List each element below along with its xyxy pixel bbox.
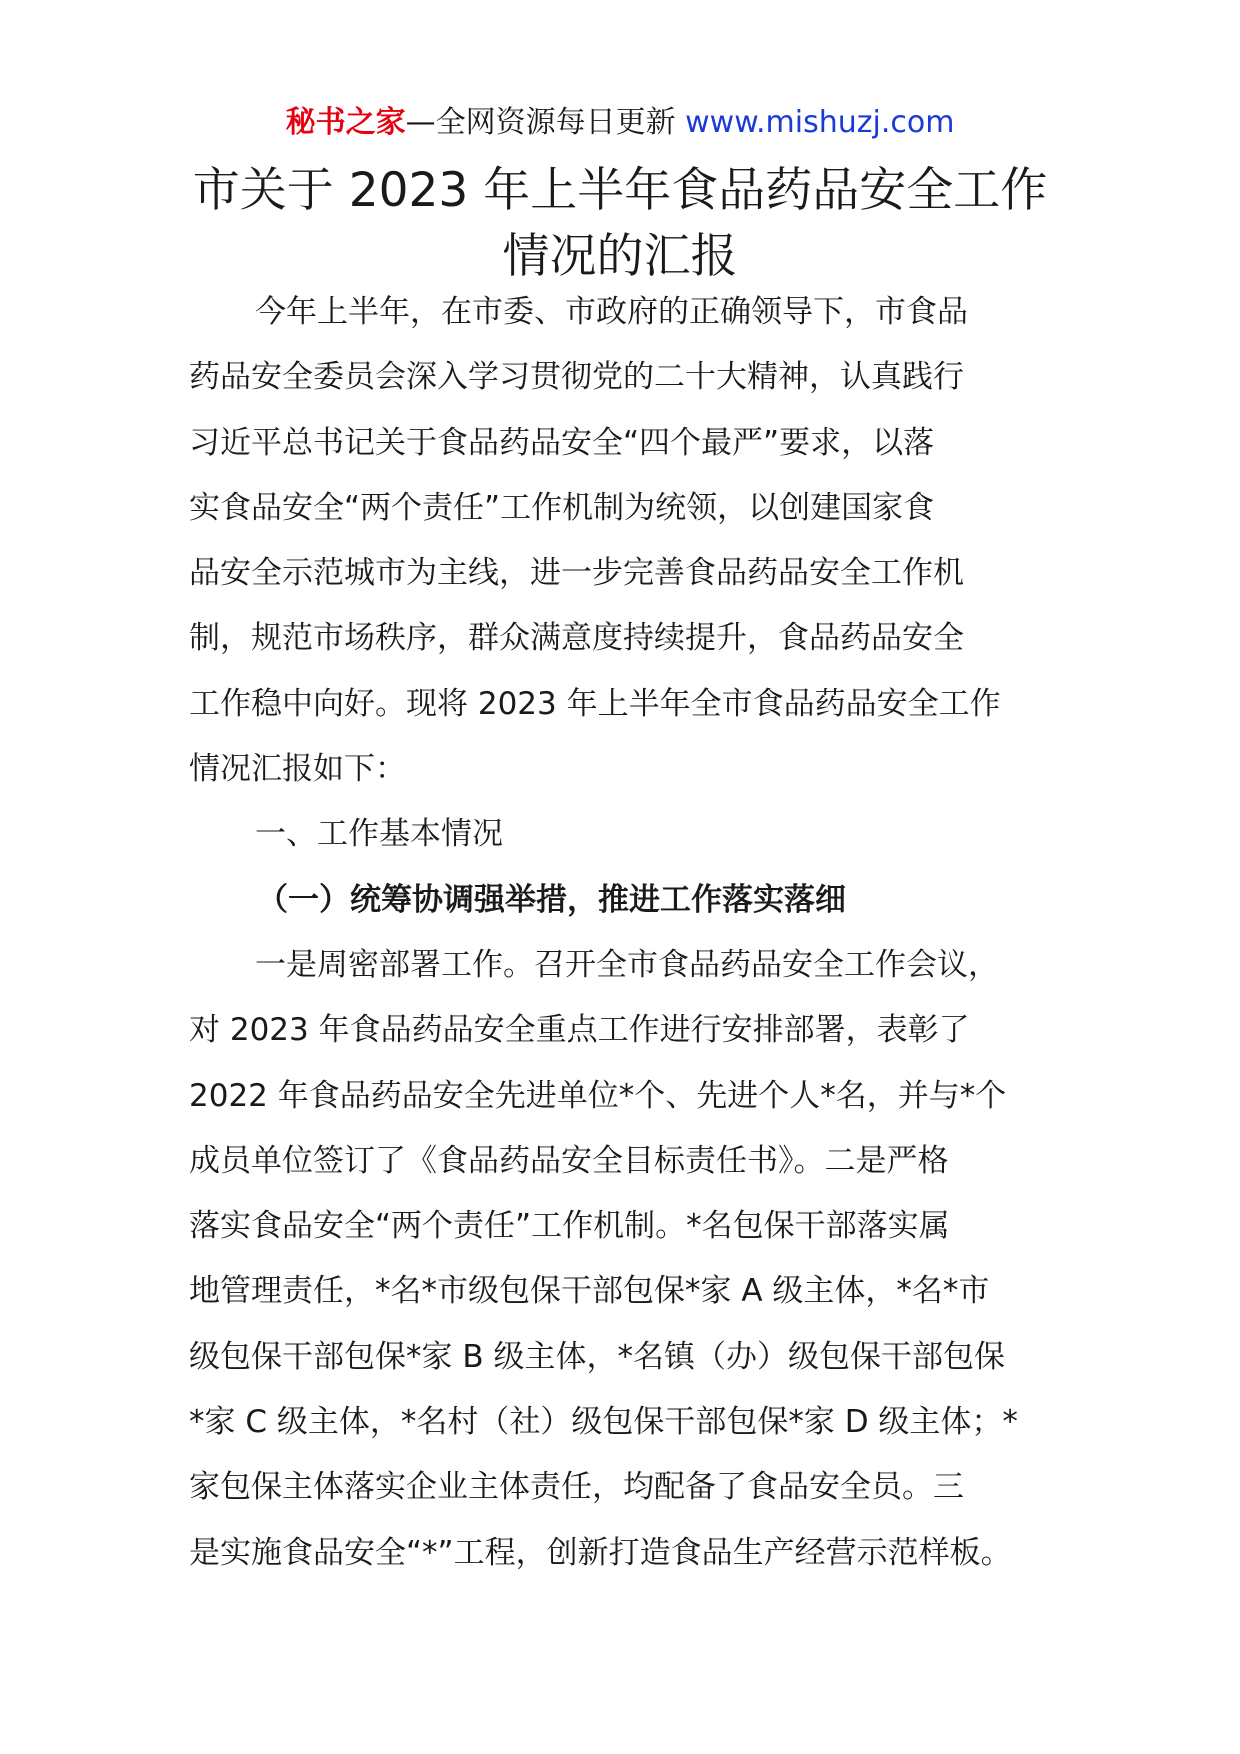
site-name: 秘书之家 bbox=[285, 105, 406, 140]
paragraph-line: 一是周密部署工作。召开全市食品药品安全工作会议， bbox=[255, 946, 999, 983]
paragraph-line: 工作稳中向好。现将 2023 年上半年全市食品药品安全工作 bbox=[189, 685, 1001, 722]
section-heading: 一、工作基本情况 bbox=[255, 816, 503, 853]
document-title bbox=[0, 158, 1240, 290]
title-line-2: 情况的汇报 bbox=[502, 229, 738, 284]
paragraph-line: 实食品安全“两个责任”工作机制为统领，以创建国家食 bbox=[189, 489, 935, 526]
document-body bbox=[189, 290, 1079, 1596]
site-tagline: —全网资源每日更新 bbox=[405, 105, 676, 140]
subsection-heading: （一）统筹协调强举措，推进工作落实落细 bbox=[257, 881, 846, 918]
paragraph-line: 情况汇报如下： bbox=[189, 751, 406, 788]
paragraph-line: 成员单位签订了《食品药品安全目标责任书》。二是严格 bbox=[189, 1142, 949, 1179]
paragraph-line: 对 2023 年食品药品安全重点工作进行安排部署，表彰了 bbox=[189, 1012, 970, 1049]
paragraph-line: 习近平总书记关于食品药品安全“四个最严”要求，以落 bbox=[189, 424, 935, 461]
title-line-1: 市关于 2023 年上半年食品药品安全工作 bbox=[192, 163, 1048, 218]
paragraph-line: 2022 年食品药品安全先进单位*个、先进个人*名，并与*个 bbox=[189, 1077, 1007, 1114]
paragraph-line: 落实食品安全“两个责任”工作机制。*名包保干部落实属 bbox=[189, 1208, 950, 1245]
paragraph-line: 今年上半年，在市委、市政府的正确领导下，市食品 bbox=[255, 294, 968, 330]
paragraph-line: 药品安全委员会深入学习贯彻党的二十大精神，认真践行 bbox=[189, 359, 964, 396]
paragraph-line: 制，规范市场秩序，群众满意度持续提升，食品药品安全 bbox=[189, 620, 964, 657]
site-url-link[interactable]: www.mishuzj.com bbox=[685, 105, 955, 140]
paragraph-line: 级包保干部包保*家 B 级主体，*名镇（办）级包保干部包保 bbox=[189, 1338, 1005, 1375]
paragraph-line: *家 C 级主体，*名村（社）级包保干部包保*家 D 级主体；* bbox=[189, 1404, 1018, 1441]
site-header bbox=[0, 101, 1240, 145]
paragraph-line: 家包保主体落实企业主体责任，均配备了食品安全员。三 bbox=[189, 1469, 964, 1506]
paragraph-line: 地管理责任，*名*市级包保干部包保*家 A 级主体，*名*市 bbox=[189, 1273, 990, 1310]
paragraph-line: 是实施食品安全“*”工程，创新打造食品生产经营示范样板。 bbox=[189, 1534, 1012, 1571]
paragraph-line: 品安全示范城市为主线，进一步完善食品药品安全工作机 bbox=[189, 555, 964, 592]
